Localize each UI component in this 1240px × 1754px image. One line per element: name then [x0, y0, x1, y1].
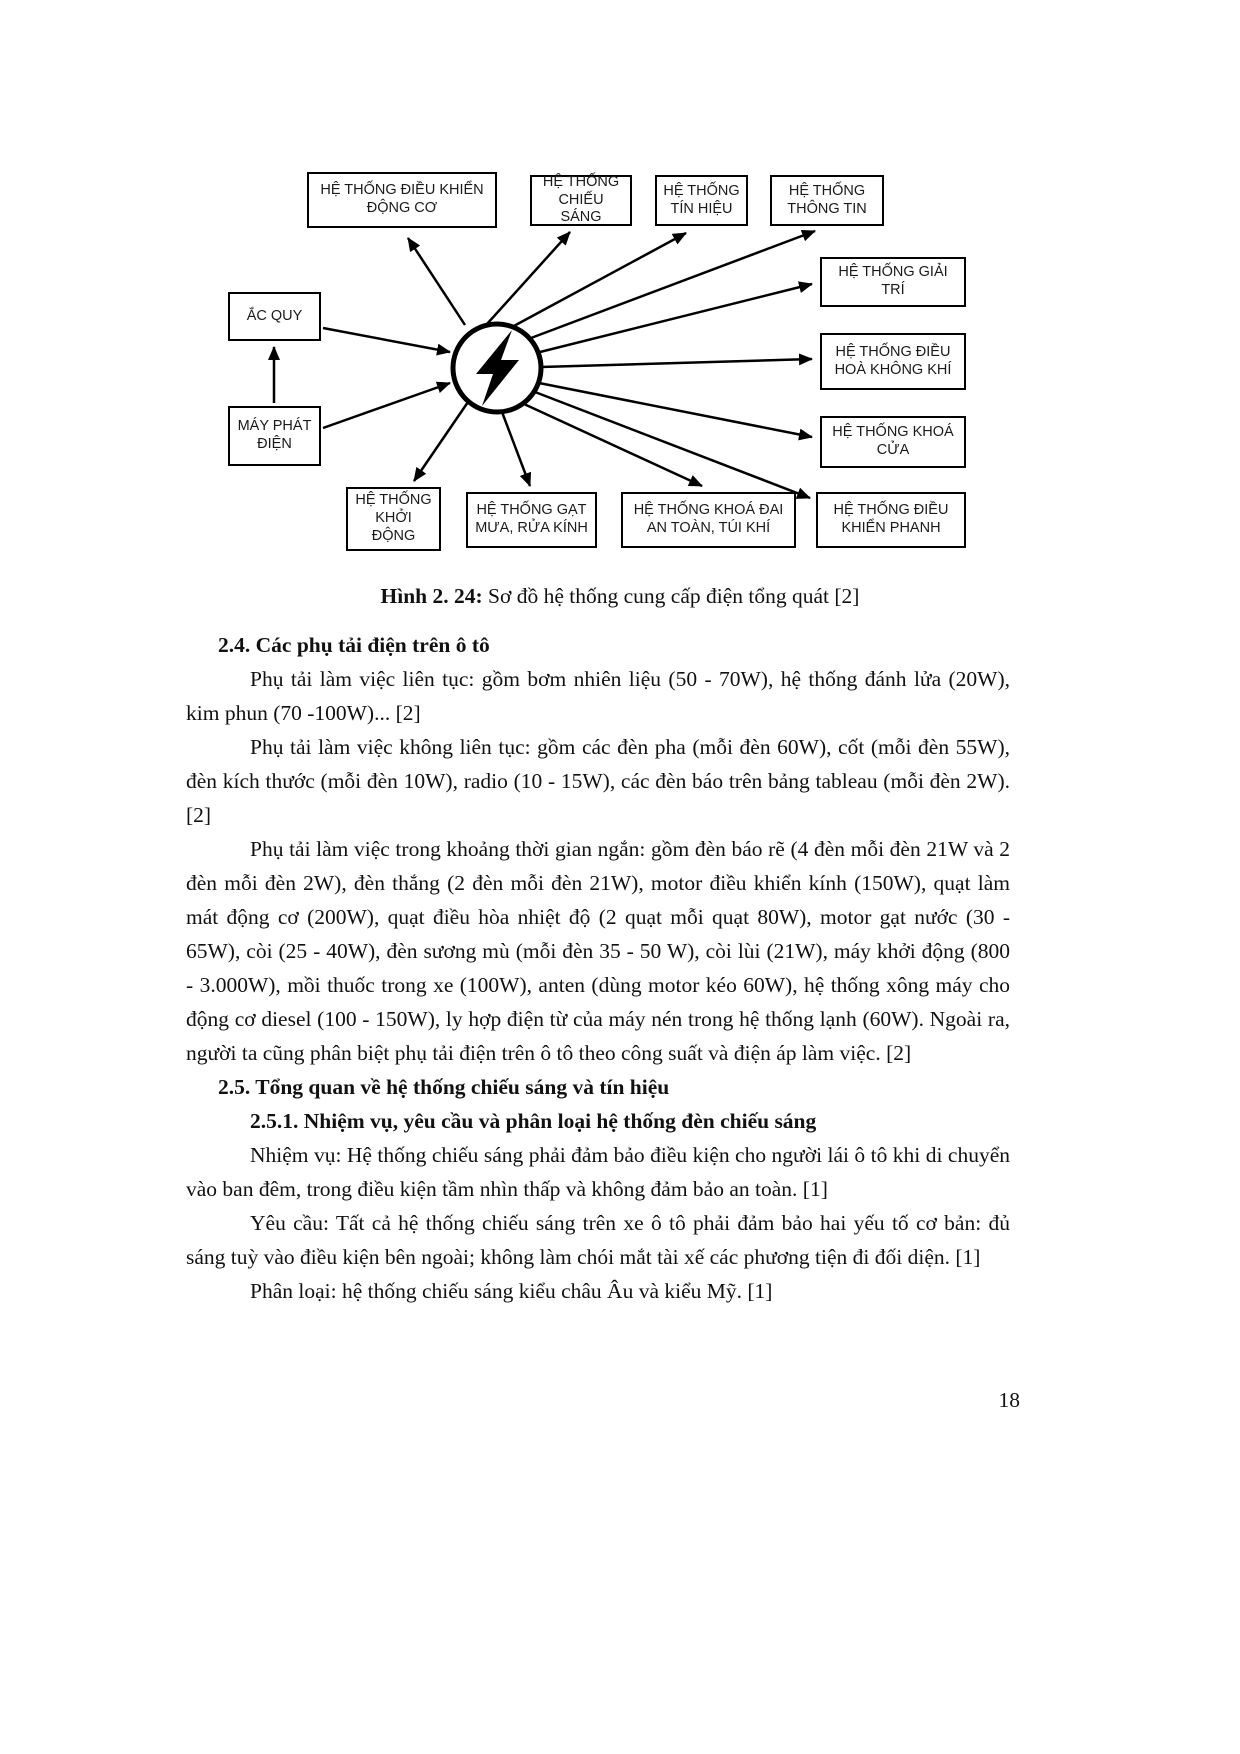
- paragraph-nhiem-vu: Nhiệm vụ: Hệ thống chiếu sáng phải đảm bảo điều kiện cho người lái ô tô khi di chuyển vào ban đêm, trong điều kiện tầm nhìn thấp và không đảm bảo an toàn. [1]: [186, 1143, 1010, 1201]
- figure-caption-text: Sơ đồ hệ thống cung cấp điện tổng quát [2]: [482, 584, 860, 608]
- heading-2-5-1: 2.5.1. Nhiệm vụ, yêu cầu và phân loại hệ thống đèn chiếu sáng: [250, 1109, 817, 1133]
- heading-2-5: 2.5. Tổng quan về hệ thống chiếu sáng và tín hiệu: [218, 1075, 670, 1099]
- diagram-box-lighting: HỆ THỐNG CHIẾU SÁNG: [530, 175, 632, 226]
- diagram-box-seatbelt-airbag: HỆ THỐNG KHOÁ ĐAI AN TOÀN, TÚI KHÍ: [621, 492, 796, 548]
- power-supply-diagram: [0, 0, 1240, 570]
- diagram-box-wiper-washer: HỆ THỐNG GẠT MƯA, RỬA KÍNH: [466, 492, 597, 548]
- diagram-box-signal: HỆ THỐNG TÍN HIỆU: [655, 175, 748, 226]
- body-text: [186, 628, 1010, 1308]
- diagram-box-brake-control: HỆ THỐNG ĐIỀU KHIỂN PHANH: [816, 492, 966, 548]
- diagram-box-entertainment: HỆ THỐNG GIẢI TRÍ: [820, 257, 966, 307]
- diagram-box-information: HỆ THỐNG THÔNG TIN: [770, 175, 884, 226]
- power-hub: [453, 324, 541, 412]
- diagram-box-air-conditioning: HỆ THỐNG ĐIỀU HOÀ KHÔNG KHÍ: [820, 333, 966, 390]
- heading-2-4: 2.4. Các phụ tải điện trên ô tô: [218, 633, 490, 657]
- diagram-box-door-lock: HỆ THỐNG KHOÁ CỬA: [820, 416, 966, 468]
- connector-arrows: [0, 0, 1240, 570]
- paragraph-short-duration-loads: Phụ tải làm việc trong khoảng thời gian ngắn: gồm đèn báo rẽ (4 đèn mỗi đèn 21W và 2 đèn mỗi đèn 2W), đèn thắng (2 đèn mỗi đèn 21W), motor điều khiển kính (150W), quạt làm mát động cơ (200W), quạt điều hòa nhiệt độ (2 quạt mỗi quạt 80W), motor gạt nước (30 - 65W), còi (25 - 40W), đèn sương mù (mỗi đèn 35 - 50 W), còi lùi (21W), máy khởi động (800 - 3.000W), mồi thuốc trong xe (100W), anten (dùng motor kéo 60W), hệ thống xông máy cho động cơ diesel (100 - 150W), ly hợp điện từ của máy nén trong hệ thống lạnh (60W). Ngoài ra, người ta cũng phân biệt phụ tải điện trên ô tô theo công suất và điện áp làm việc. [2]: [186, 837, 1010, 1065]
- diagram-box-battery: ẮC QUY: [228, 292, 321, 341]
- paragraph-yeu-cau: Yêu cầu: Tất cả hệ thống chiếu sáng trên xe ô tô phải đảm bảo hai yếu tố cơ bản: đủ sáng tuỳ vào điều kiện bên ngoài; không làm chói mắt tài xế các phương tiện đi đối diện. [1]: [186, 1211, 1010, 1269]
- figure-caption: [0, 584, 1240, 609]
- diagram-box-starter: HỆ THỐNG KHỞI ĐỘNG: [346, 487, 441, 551]
- diagram-box-generator: MÁY PHÁT ĐIỆN: [228, 406, 321, 466]
- figure-caption-label: Hình 2. 24:: [380, 584, 483, 608]
- paragraph-phan-loai: Phân loại: hệ thống chiếu sáng kiểu châu Âu và kiểu Mỹ. [1]: [250, 1279, 773, 1303]
- page-number: 18: [998, 1388, 1020, 1412]
- diagram-box-engine-control: HỆ THỐNG ĐIỀU KHIỂN ĐỘNG CƠ: [307, 172, 497, 228]
- paragraph-continuous-loads: Phụ tải làm việc liên tục: gồm bơm nhiên liệu (50 - 70W), hệ thống đánh lửa (20W), kim phun (70 -100W)... [2]: [186, 667, 1010, 725]
- paragraph-intermittent-loads: Phụ tải làm việc không liên tục: gồm các đèn pha (mỗi đèn 60W), cốt (mỗi đèn 55W), đèn kích thước (mỗi đèn 10W), radio (10 - 15W), các đèn báo trên bảng tableau (mỗi đèn 2W). [2]: [186, 735, 1010, 827]
